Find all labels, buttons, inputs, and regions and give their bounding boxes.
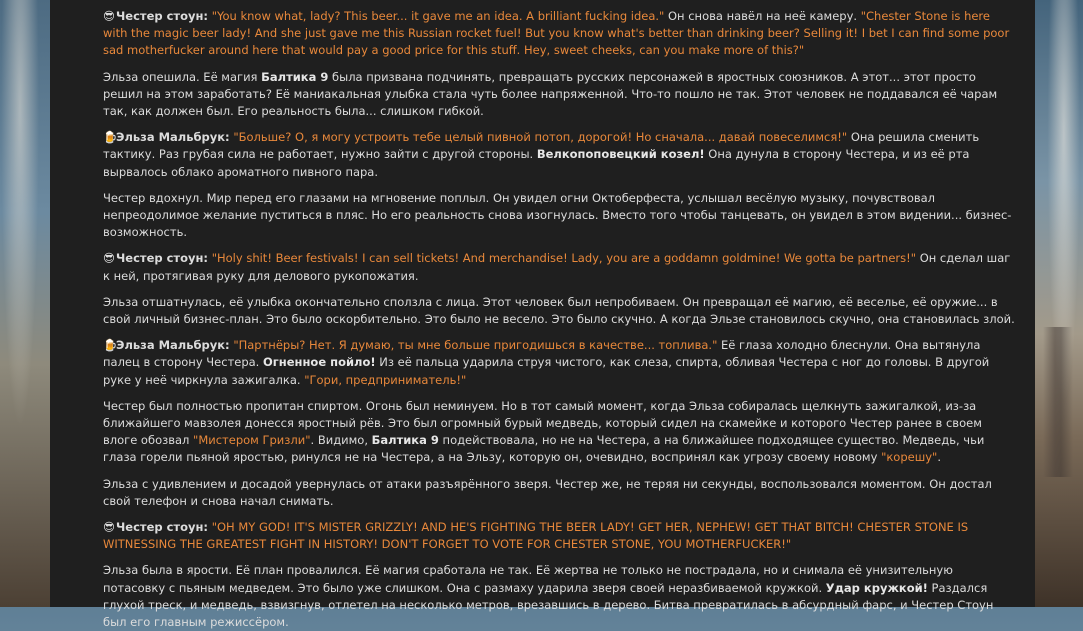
dialogue-quote: "Мистером Гризли" — [193, 433, 311, 448]
dialogue-quote: "Гори, предприниматель!" — [304, 372, 467, 387]
background-image-left — [0, 0, 50, 607]
narration-text: . Видимо, — [310, 433, 372, 448]
speaker-name: Честер стоун: — [116, 9, 209, 23]
story-panel[interactable] — [50, 0, 1035, 630]
speaker-name: Честер стоун: — [116, 251, 209, 266]
dialogue-quote: "OH MY GOD! IT'S MISTER GRIZZLY! AND HE'S FIGHTING THE BEER LADY! GET HER, NEPHEW! GET THAT BITCH! CHESTER STONE IS WITNESSING THE GREATEST FIGHT IN HISTORY! DON'T FORGET TO VOTE FOR CHESTER STONE, YOU MOTHERFUCKER!" — [103, 520, 969, 552]
narration-text: Эльза с удивлением и досадой увернулась от атаки разъярённого зверя. Честер же, не теряя ни секунды, воспользовался моментом. Он достал свой телефон и снова начал снимать. — [103, 476, 992, 508]
narration-text: Эльза опешила. Её магия — [103, 69, 262, 84]
narration-text: . — [937, 450, 941, 465]
story-paragraph-9 — [103, 476, 1017, 510]
narration-text: Её глаза холодно блеснули. Она вытянула палец в сторону Честера. — [103, 338, 981, 370]
bold-term: Велкопоповецкий козел! — [536, 147, 705, 162]
story-paragraph-5 — [103, 250, 1017, 284]
story-paragraph-6 — [103, 294, 1017, 328]
story-paragraph-11 — [103, 562, 1017, 631]
story-paragraph-8 — [103, 398, 1017, 467]
beer-emoji-icon: 🍺 — [103, 338, 118, 353]
dialogue-quote: "You know what, lady? This beer... it gave me an idea. A brilliant fucking idea." — [211, 9, 665, 23]
sunglasses-emoji-icon: 😎 — [103, 520, 115, 535]
story-paragraph-3 — [103, 129, 1017, 181]
narration-text: Он сделал шаг к ней, протягивая руку для делового рукопожатия. — [103, 251, 1011, 283]
narration-text: Из её пальца ударила струя чистого, как слеза, спирта, обливая Честера с ног до головы. В другой руке у неё чиркнула зажигалка. — [103, 355, 990, 387]
speaker-name: Эльза Мальбрук: — [116, 338, 230, 353]
background-image-right — [1035, 0, 1083, 607]
narration-text: Раздался глухой треск, и медведь, взвизгнув, отлетел на несколько метров, врезавшись в дерево. Битва превратилась в абсурдный фарс, и Честер Стоун был его главным режиссёром. — [103, 580, 994, 630]
sunglasses-emoji-icon: 😎 — [103, 251, 115, 266]
dialogue-quote: "Holy shit! Beer festivals! I can sell tickets! And merchandise! Lady, you are a goddamn goldmine! We gotta be partners!" — [211, 251, 917, 266]
story-paragraph-2 — [103, 69, 1017, 121]
dialogue-quote: "Больше? О, я могу устроить тебе целый пивной потоп, дорогой! Но сначала... давай повеселимся!" — [233, 130, 848, 145]
narration-text: Эльза отшатнулась, её улыбка окончательно сползла с лица. Этот человек был непробиваем. Он превращал её магию, её веселье, её оружие... в свой личный бизнес-план. Это было оскорбительно. Это было не весело. Это было скучно. А когда Эльзе становилось скучно, она становилась злой. — [103, 294, 1015, 327]
narration-text: Она решила сменить тактику. Раз грубая сила не работает, нужно зайти с другой стороны. — [103, 130, 980, 162]
speaker-name: Эльза Мальбрук: — [116, 130, 230, 145]
narration-text: была призвана подчинять, превращать русских персонажей в яростных союзников. А этот... этот просто решил на этом заработать? Её маниакальная улыбка стала чуть более напряженной. Что-то пошло не так. Этот человек не поддавался её чарам так, как должен был. Его реальность была... слишком гибкой. — [103, 69, 998, 119]
story-paragraph-7 — [103, 337, 1017, 389]
dialogue-quote: "Chester Stone is here with the magic beer lady! And she just gave me this Russian rocket fuel! But you know what's better than drinking beer? Selling it! I bet I can find some poor sad motherfucker around here that would pay a good price for this stuff. Hey, sweet cheeks, can you make more of this?" — [103, 9, 1010, 58]
dialogue-quote: "корешу" — [881, 450, 938, 465]
narration-text: Эльза была в ярости. Её план провалился. Её магия сработала не так. Её жертва не только не пострадала, но и снимала её унизительную потасовку с пьяным медведем. Это было уже слишком. Она с размаху ударила зверя своей неразбиваемой кружкой. — [103, 563, 953, 595]
narration-text: подействовала, но не на Честера, а на ближайшее подходящее существо. Медведь, чьи глаза горели пьяной яростью, ринулся не на Честера, а на Эльзу, которую он, очевидно, воспринял как угрозу своему новому — [103, 433, 985, 465]
bold-term: Балтика 9 — [371, 433, 439, 448]
story-paragraph-1 — [103, 8, 1017, 60]
bold-term: Балтика 9 — [261, 69, 329, 84]
speaker-name: Честер стоун: — [116, 520, 209, 535]
story-paragraph-4 — [103, 190, 1017, 242]
beer-emoji-icon: 🍺 — [103, 130, 118, 145]
sunglasses-emoji-icon: 😎 — [103, 9, 115, 23]
narration-text: Он снова навёл на неё камеру. — [664, 9, 861, 23]
story-paragraph-10 — [103, 519, 1017, 553]
bold-term: Огненное пойло! — [263, 355, 376, 370]
narration-text: Она дунула в сторону Честера, и из её рта вырвалось облако ароматного пивного пара. — [103, 147, 970, 179]
bold-term: Удар кружкой! — [825, 580, 928, 595]
dialogue-quote: "Партнёры? Нет. Я думаю, ты мне больше пригодишься в качестве... топлива." — [233, 338, 718, 353]
narration-text: Честер вдохнул. Мир перед его глазами на мгновение поплыл. Он увидел огни Октоберфеста, услышал весёлую музыку, почувствовал непреодолимое желание пуститься в пляс. Но его реальность снова изогнулась. Вместо того чтобы танцевать, он увидел в этом видении... бизнес-возможность. — [103, 190, 1012, 240]
narration-text: Честер был полностью пропитан спиртом. Огонь был неминуем. Но в тот самый момент, когда Эльза собиралась щелкнуть зажигалкой, из-за ближайшего мавзолея донесся яростный рёв. Это был огромный бурый медведь, который сидел на скамейке и которого Честер ранее в своем влоге обозвал — [103, 398, 982, 448]
